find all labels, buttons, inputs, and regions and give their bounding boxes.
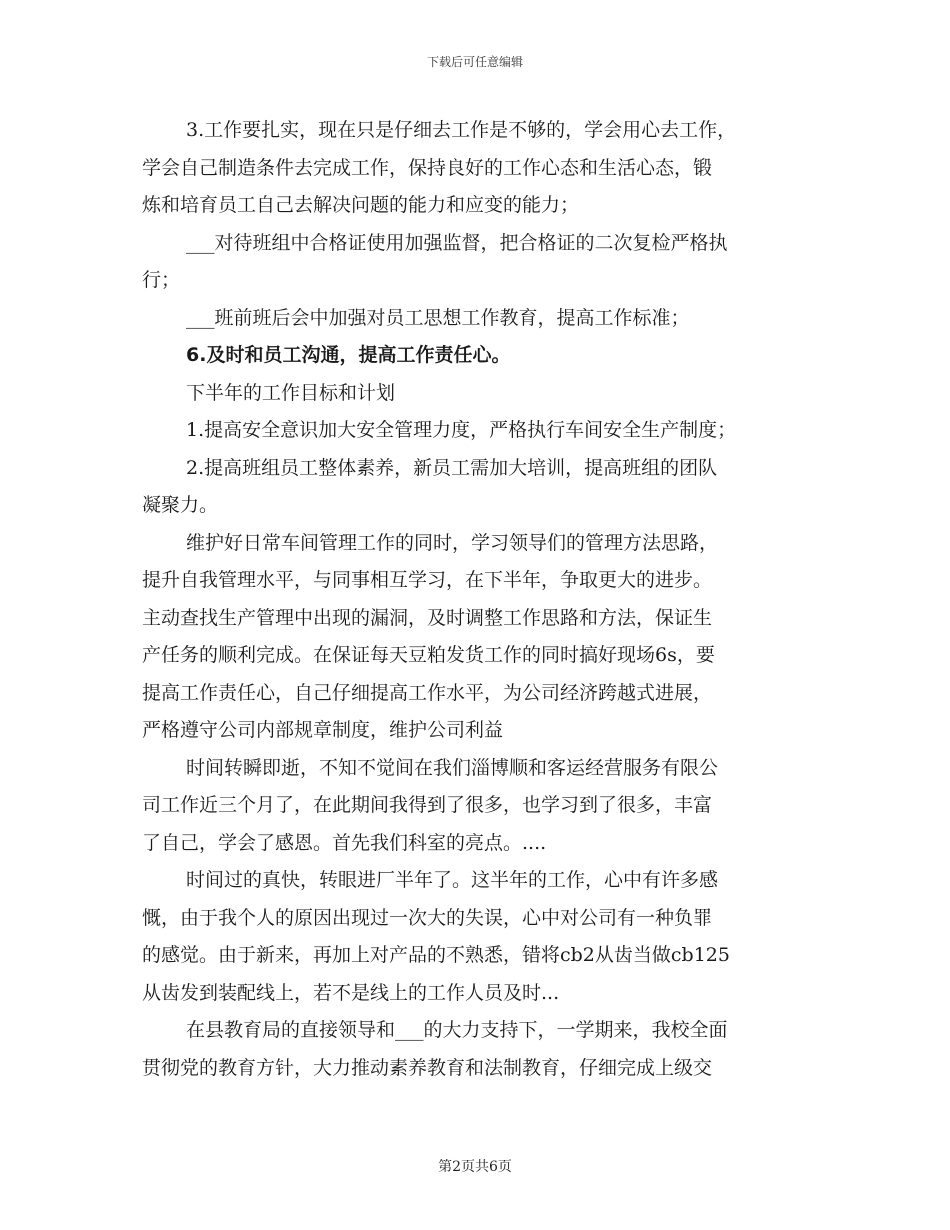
text-line: 2.提高班组员工整体素养，新员工需加大培训，提高班组的团队 bbox=[186, 456, 718, 479]
text-line: 了自己，学会了感恩。首先我们科室的亮点。.... bbox=[142, 831, 547, 854]
text-line: ___对待班组中合格证使用加强监督，把合格证的二次复检严格执 bbox=[186, 231, 728, 254]
text-line: 严格遵守公司内部规章制度，维护公司利益 bbox=[142, 719, 504, 741]
section-heading-line: 6.及时和员工沟通，提高工作责任心。 bbox=[186, 344, 511, 366]
text-line: 主动查找生产管理中出现的漏洞，及时调整工作思路和方法，保证生 bbox=[142, 606, 713, 629]
text-line: 的感觉。由于新来，再加上对产品的不熟悉，错将cb2从齿当做cb125 bbox=[142, 944, 730, 966]
text-line: 3.工作要扎实，现在只是仔细去工作是不够的，学会用心去工作， bbox=[186, 119, 737, 141]
text-line: 慨，由于我个人的原因出现过一次大的失误，心中对公司有一种负罪 bbox=[142, 906, 713, 929]
text-line: 炼和培育员工自己去解决问题的能力和应变的能力； bbox=[142, 194, 580, 216]
text-line: 从齿发到装配线上，若不是线上的工作人员及时... bbox=[142, 981, 560, 1004]
text-line: 司工作近三个月了，在此期间我得到了很多，也学习到了很多，丰富 bbox=[142, 794, 713, 816]
text-line: 时间过的真快，转眼进厂半年了。这半年的工作，心中有许多感 bbox=[186, 869, 719, 891]
page-footer: 第2页共6页 bbox=[438, 1159, 512, 1175]
text-line: 提升自我管理水平，与同事相互学习，在下半年，争取更大的进步。 bbox=[142, 569, 713, 591]
text-line: 凝聚力。 bbox=[142, 494, 219, 516]
page-header: 下载后可任意编辑 bbox=[426, 55, 523, 69]
text-line: 时间转瞬即逝，不知不觉间在我们淄博顺和客运经营服务有限公 bbox=[186, 756, 719, 779]
text-line: 学会自己制造条件去完成工作，保持良好的工作心态和生活心态，锻 bbox=[142, 156, 713, 179]
text-line: 在县教育局的直接领导和___的大力支持下，一学期来，我校全面 bbox=[186, 1019, 728, 1041]
text-line: 维护好日常车间管理工作的同时，学习领导们的管理方法思路， bbox=[186, 531, 719, 554]
text-line: 1.提高安全意识加大安全管理力度，严格执行车间安全生产制度； bbox=[186, 419, 737, 441]
text-line: 产任务的顺利完成。在保证每天豆粕发货工作的同时搞好现场6s，要 bbox=[142, 644, 715, 666]
document-body bbox=[142, 112, 810, 1087]
text-line: 贯彻党的教育方针，大力推动素养教育和法制教育，仔细完成上级交 bbox=[142, 1056, 713, 1079]
text-line: ___班前班后会中加强对员工思想工作教育，提高工作标准； bbox=[186, 306, 690, 329]
text-line: 提高工作责任心，自己仔细提高工作水平，为公司经济跨越式进展， bbox=[142, 681, 713, 704]
text-line: 行； bbox=[142, 269, 181, 291]
text-line: 下半年的工作目标和计划 bbox=[186, 381, 396, 404]
